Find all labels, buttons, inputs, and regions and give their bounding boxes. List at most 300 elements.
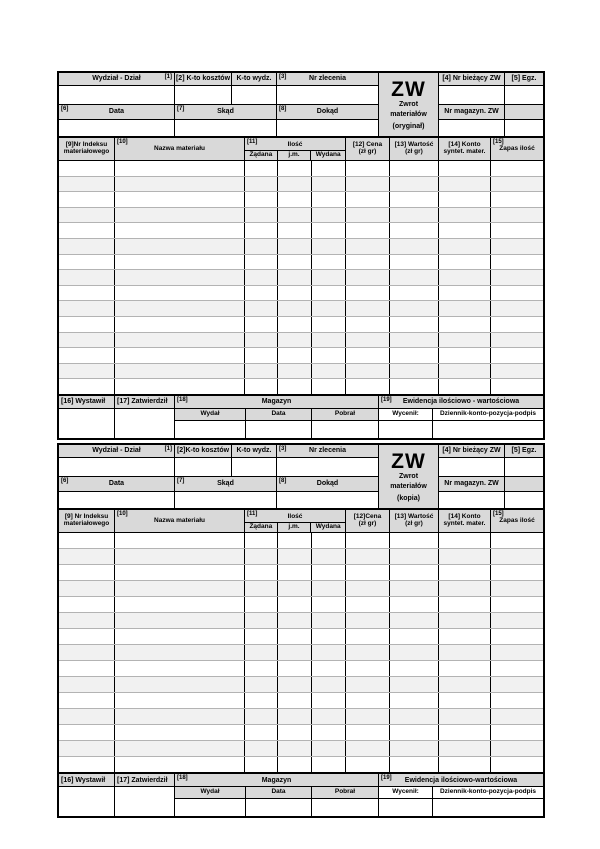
blank-cell[interactable]: [390, 348, 439, 363]
blank-cell[interactable]: [59, 597, 115, 612]
blank-cell[interactable]: [278, 348, 312, 363]
blank-cell[interactable]: [245, 661, 278, 676]
blank-cell[interactable]: [115, 270, 245, 285]
blank-cell[interactable]: [390, 709, 439, 724]
blank-cell[interactable]: [59, 364, 115, 379]
dokad-input[interactable]: [277, 492, 378, 508]
blank-cell[interactable]: [439, 301, 491, 316]
blank-cell[interactable]: [346, 661, 390, 676]
wydal-input[interactable]: [175, 421, 246, 438]
blank-cell[interactable]: [491, 379, 543, 394]
blank-cell[interactable]: [245, 629, 278, 644]
blank-cell[interactable]: [346, 317, 390, 332]
blank-cell[interactable]: [312, 533, 346, 548]
blank-cell[interactable]: [390, 581, 439, 596]
kto-kosztow-input[interactable]: [175, 86, 232, 104]
blank-cell[interactable]: [491, 757, 543, 772]
blank-cell[interactable]: [491, 533, 543, 548]
data-input[interactable]: [59, 492, 175, 508]
blank-cell[interactable]: [312, 348, 346, 363]
blank-cell[interactable]: [312, 333, 346, 348]
blank-cell[interactable]: [390, 597, 439, 612]
blank-cell[interactable]: [312, 725, 346, 740]
blank-cell[interactable]: [278, 161, 312, 176]
wystawil-input[interactable]: [59, 409, 114, 438]
blank-cell[interactable]: [439, 581, 491, 596]
blank-cell[interactable]: [439, 677, 491, 692]
blank-cell[interactable]: [439, 223, 491, 238]
blank-cell[interactable]: [245, 613, 278, 628]
blank-cell[interactable]: [491, 741, 543, 756]
zatwierdzil-input[interactable]: [115, 409, 174, 438]
blank-cell[interactable]: [245, 255, 278, 270]
blank-cell[interactable]: [245, 565, 278, 580]
blank-cell[interactable]: [491, 364, 543, 379]
zatwierdzil-input[interactable]: [115, 787, 174, 816]
blank-cell[interactable]: [245, 364, 278, 379]
blank-cell[interactable]: [346, 725, 390, 740]
blank-cell[interactable]: [312, 581, 346, 596]
blank-cell[interactable]: [390, 223, 439, 238]
blank-cell[interactable]: [390, 549, 439, 564]
blank-cell[interactable]: [439, 177, 491, 192]
blank-cell[interactable]: [491, 161, 543, 176]
blank-cell[interactable]: [390, 533, 439, 548]
blank-cell[interactable]: [59, 161, 115, 176]
blank-cell[interactable]: [312, 613, 346, 628]
blank-cell[interactable]: [491, 177, 543, 192]
blank-cell[interactable]: [245, 379, 278, 394]
blank-cell[interactable]: [346, 629, 390, 644]
blank-cell[interactable]: [346, 239, 390, 254]
blank-cell[interactable]: [115, 208, 245, 223]
blank-cell[interactable]: [491, 661, 543, 676]
blank-cell[interactable]: [312, 693, 346, 708]
blank-cell[interactable]: [59, 270, 115, 285]
blank-cell[interactable]: [278, 725, 312, 740]
blank-cell[interactable]: [59, 301, 115, 316]
blank-cell[interactable]: [245, 725, 278, 740]
blank-cell[interactable]: [439, 364, 491, 379]
blank-cell[interactable]: [312, 549, 346, 564]
blank-cell[interactable]: [491, 333, 543, 348]
nr-magazyn-input[interactable]: [439, 120, 505, 136]
blank-cell[interactable]: [439, 379, 491, 394]
blank-cell[interactable]: [390, 208, 439, 223]
blank-cell[interactable]: [59, 549, 115, 564]
blank-cell[interactable]: [245, 693, 278, 708]
blank-cell[interactable]: [115, 565, 245, 580]
blank-cell[interactable]: [59, 693, 115, 708]
blank-cell[interactable]: [390, 725, 439, 740]
blank-cell[interactable]: [439, 757, 491, 772]
wydzial-dzial-input[interactable]: [59, 86, 175, 104]
blank-cell[interactable]: [491, 629, 543, 644]
blank-cell[interactable]: [245, 533, 278, 548]
blank-cell[interactable]: [278, 208, 312, 223]
blank-cell[interactable]: [312, 208, 346, 223]
blank-cell[interactable]: [59, 757, 115, 772]
blank-cell[interactable]: [491, 223, 543, 238]
blank-cell[interactable]: [245, 597, 278, 612]
blank-cell[interactable]: [59, 333, 115, 348]
blank-cell[interactable]: [245, 286, 278, 301]
blank-cell[interactable]: [245, 741, 278, 756]
blank-cell[interactable]: [278, 677, 312, 692]
blank-cell[interactable]: [245, 177, 278, 192]
blank-cell[interactable]: [115, 709, 245, 724]
blank-cell[interactable]: [390, 757, 439, 772]
blank-cell[interactable]: [439, 333, 491, 348]
blank-cell[interactable]: [115, 549, 245, 564]
pobral-input[interactable]: [312, 799, 378, 816]
data-input[interactable]: [59, 120, 175, 136]
blank-cell[interactable]: [59, 741, 115, 756]
blank-cell[interactable]: [115, 239, 245, 254]
egz-input[interactable]: [505, 86, 543, 104]
blank-cell[interactable]: [346, 223, 390, 238]
skad-input[interactable]: [175, 492, 277, 508]
blank-cell[interactable]: [491, 208, 543, 223]
wystawil-input[interactable]: [59, 787, 114, 816]
blank-cell[interactable]: [312, 597, 346, 612]
blank-cell[interactable]: [115, 177, 245, 192]
blank-cell[interactable]: [439, 192, 491, 207]
blank-cell[interactable]: [115, 645, 245, 660]
blank-cell[interactable]: [346, 208, 390, 223]
blank-cell[interactable]: [115, 161, 245, 176]
blank-cell[interactable]: [439, 597, 491, 612]
wydzial-dzial-input[interactable]: [59, 458, 175, 476]
blank-cell[interactable]: [245, 333, 278, 348]
blank-cell[interactable]: [439, 286, 491, 301]
blank-cell[interactable]: [346, 709, 390, 724]
blank-cell[interactable]: [346, 645, 390, 660]
blank-cell[interactable]: [278, 223, 312, 238]
blank-cell[interactable]: [390, 629, 439, 644]
nr-biezacy-input[interactable]: [439, 86, 505, 104]
blank-cell[interactable]: [245, 348, 278, 363]
blank-cell[interactable]: [312, 677, 346, 692]
blank-cell[interactable]: [278, 693, 312, 708]
blank-cell[interactable]: [59, 255, 115, 270]
blank-cell[interactable]: [278, 661, 312, 676]
blank-cell[interactable]: [346, 286, 390, 301]
blank-cell[interactable]: [59, 177, 115, 192]
blank-cell[interactable]: [312, 255, 346, 270]
blank-cell[interactable]: [491, 581, 543, 596]
blank-cell[interactable]: [115, 192, 245, 207]
nr-zlecenia-input[interactable]: [277, 458, 378, 476]
kto-wydz-input[interactable]: [232, 458, 277, 476]
blank-cell[interactable]: [439, 629, 491, 644]
blank-cell[interactable]: [59, 208, 115, 223]
blank-cell[interactable]: [312, 741, 346, 756]
blank-cell[interactable]: [245, 645, 278, 660]
blank-cell[interactable]: [439, 239, 491, 254]
blank-cell[interactable]: [278, 629, 312, 644]
blank-cell[interactable]: [59, 645, 115, 660]
blank-cell[interactable]: [346, 741, 390, 756]
blank-cell[interactable]: [59, 709, 115, 724]
blank-cell[interactable]: [491, 270, 543, 285]
blank-cell[interactable]: [491, 709, 543, 724]
blank-cell[interactable]: [59, 379, 115, 394]
blank-cell[interactable]: [390, 693, 439, 708]
wydal-input[interactable]: [175, 799, 246, 816]
blank-cell[interactable]: [390, 661, 439, 676]
blank-cell[interactable]: [312, 177, 346, 192]
blank-cell[interactable]: [491, 317, 543, 332]
blank-cell[interactable]: [346, 270, 390, 285]
blank-cell[interactable]: [439, 645, 491, 660]
blank-cell[interactable]: [115, 581, 245, 596]
blank-cell[interactable]: [278, 741, 312, 756]
blank-cell[interactable]: [390, 286, 439, 301]
blank-cell[interactable]: [491, 239, 543, 254]
blank-cell[interactable]: [115, 379, 245, 394]
blank-cell[interactable]: [115, 757, 245, 772]
blank-cell[interactable]: [245, 239, 278, 254]
blank-cell[interactable]: [312, 565, 346, 580]
blank-cell[interactable]: [346, 192, 390, 207]
blank-cell[interactable]: [312, 270, 346, 285]
blank-cell[interactable]: [312, 709, 346, 724]
blank-cell[interactable]: [346, 364, 390, 379]
blank-cell[interactable]: [390, 645, 439, 660]
blank-cell[interactable]: [115, 223, 245, 238]
kto-wydz-input[interactable]: [232, 86, 277, 104]
blank-cell[interactable]: [439, 565, 491, 580]
magazyn-data-input[interactable]: [246, 421, 312, 438]
blank-cell[interactable]: [491, 597, 543, 612]
blank-cell[interactable]: [390, 741, 439, 756]
blank-cell[interactable]: [245, 192, 278, 207]
blank-cell[interactable]: [312, 629, 346, 644]
blank-cell[interactable]: [312, 645, 346, 660]
blank-cell[interactable]: [346, 301, 390, 316]
blank-cell[interactable]: [312, 364, 346, 379]
blank-cell[interactable]: [59, 317, 115, 332]
blank-cell[interactable]: [312, 223, 346, 238]
blank-cell[interactable]: [59, 661, 115, 676]
blank-cell[interactable]: [312, 161, 346, 176]
blank-cell[interactable]: [59, 581, 115, 596]
nr-magazyn-side-input[interactable]: [505, 120, 543, 136]
blank-cell[interactable]: [245, 677, 278, 692]
blank-cell[interactable]: [346, 549, 390, 564]
blank-cell[interactable]: [312, 301, 346, 316]
egz-input[interactable]: [505, 458, 543, 476]
nr-magazyn-input[interactable]: [439, 492, 505, 508]
blank-cell[interactable]: [439, 255, 491, 270]
blank-cell[interactable]: [491, 725, 543, 740]
blank-cell[interactable]: [115, 364, 245, 379]
blank-cell[interactable]: [115, 661, 245, 676]
blank-cell[interactable]: [346, 757, 390, 772]
blank-cell[interactable]: [346, 613, 390, 628]
blank-cell[interactable]: [491, 348, 543, 363]
blank-cell[interactable]: [390, 177, 439, 192]
nr-zlecenia-input[interactable]: [277, 86, 378, 104]
blank-cell[interactable]: [278, 379, 312, 394]
blank-cell[interactable]: [346, 677, 390, 692]
blank-cell[interactable]: [439, 661, 491, 676]
blank-cell[interactable]: [115, 597, 245, 612]
nr-biezacy-input[interactable]: [439, 458, 505, 476]
blank-cell[interactable]: [245, 223, 278, 238]
blank-cell[interactable]: [491, 255, 543, 270]
blank-cell[interactable]: [312, 192, 346, 207]
blank-cell[interactable]: [245, 270, 278, 285]
blank-cell[interactable]: [278, 317, 312, 332]
blank-cell[interactable]: [115, 317, 245, 332]
blank-cell[interactable]: [115, 613, 245, 628]
blank-cell[interactable]: [491, 565, 543, 580]
blank-cell[interactable]: [115, 725, 245, 740]
blank-cell[interactable]: [491, 645, 543, 660]
blank-cell[interactable]: [491, 549, 543, 564]
blank-cell[interactable]: [491, 192, 543, 207]
blank-cell[interactable]: [115, 629, 245, 644]
blank-cell[interactable]: [59, 565, 115, 580]
blank-cell[interactable]: [278, 364, 312, 379]
blank-cell[interactable]: [245, 161, 278, 176]
blank-cell[interactable]: [346, 161, 390, 176]
blank-cell[interactable]: [439, 270, 491, 285]
blank-cell[interactable]: [278, 757, 312, 772]
blank-cell[interactable]: [278, 533, 312, 548]
blank-cell[interactable]: [439, 549, 491, 564]
blank-cell[interactable]: [278, 333, 312, 348]
dziennik-input[interactable]: [433, 799, 543, 816]
blank-cell[interactable]: [390, 270, 439, 285]
blank-cell[interactable]: [346, 379, 390, 394]
blank-cell[interactable]: [346, 693, 390, 708]
blank-cell[interactable]: [59, 223, 115, 238]
blank-cell[interactable]: [390, 255, 439, 270]
blank-cell[interactable]: [59, 192, 115, 207]
blank-cell[interactable]: [390, 239, 439, 254]
blank-cell[interactable]: [59, 725, 115, 740]
blank-cell[interactable]: [278, 613, 312, 628]
blank-cell[interactable]: [278, 709, 312, 724]
blank-cell[interactable]: [346, 597, 390, 612]
blank-cell[interactable]: [115, 348, 245, 363]
blank-cell[interactable]: [346, 581, 390, 596]
blank-cell[interactable]: [278, 565, 312, 580]
wycenil-input[interactable]: [379, 421, 433, 438]
skad-input[interactable]: [175, 120, 277, 136]
blank-cell[interactable]: [346, 177, 390, 192]
blank-cell[interactable]: [278, 581, 312, 596]
blank-cell[interactable]: [439, 693, 491, 708]
blank-cell[interactable]: [245, 581, 278, 596]
kto-kosztow-input[interactable]: [175, 458, 232, 476]
blank-cell[interactable]: [439, 725, 491, 740]
blank-cell[interactable]: [115, 741, 245, 756]
blank-cell[interactable]: [245, 709, 278, 724]
pobral-input[interactable]: [312, 421, 378, 438]
blank-cell[interactable]: [312, 286, 346, 301]
blank-cell[interactable]: [491, 693, 543, 708]
blank-cell[interactable]: [390, 161, 439, 176]
blank-cell[interactable]: [346, 255, 390, 270]
blank-cell[interactable]: [390, 333, 439, 348]
blank-cell[interactable]: [312, 757, 346, 772]
blank-cell[interactable]: [115, 693, 245, 708]
blank-cell[interactable]: [491, 677, 543, 692]
blank-cell[interactable]: [491, 286, 543, 301]
blank-cell[interactable]: [312, 379, 346, 394]
blank-cell[interactable]: [390, 317, 439, 332]
blank-cell[interactable]: [390, 613, 439, 628]
blank-cell[interactable]: [278, 597, 312, 612]
blank-cell[interactable]: [59, 348, 115, 363]
blank-cell[interactable]: [278, 286, 312, 301]
blank-cell[interactable]: [59, 533, 115, 548]
blank-cell[interactable]: [278, 549, 312, 564]
blank-cell[interactable]: [312, 317, 346, 332]
blank-cell[interactable]: [245, 317, 278, 332]
blank-cell[interactable]: [439, 709, 491, 724]
blank-cell[interactable]: [390, 301, 439, 316]
blank-cell[interactable]: [312, 239, 346, 254]
blank-cell[interactable]: [59, 677, 115, 692]
blank-cell[interactable]: [390, 364, 439, 379]
blank-cell[interactable]: [278, 255, 312, 270]
blank-cell[interactable]: [245, 757, 278, 772]
blank-cell[interactable]: [115, 255, 245, 270]
blank-cell[interactable]: [346, 348, 390, 363]
blank-cell[interactable]: [115, 301, 245, 316]
blank-cell[interactable]: [115, 677, 245, 692]
blank-cell[interactable]: [439, 741, 491, 756]
nr-magazyn-side-input[interactable]: [505, 492, 543, 508]
blank-cell[interactable]: [390, 379, 439, 394]
magazyn-data-input[interactable]: [246, 799, 312, 816]
blank-cell[interactable]: [278, 301, 312, 316]
blank-cell[interactable]: [491, 301, 543, 316]
blank-cell[interactable]: [390, 677, 439, 692]
blank-cell[interactable]: [245, 208, 278, 223]
blank-cell[interactable]: [278, 645, 312, 660]
blank-cell[interactable]: [59, 239, 115, 254]
blank-cell[interactable]: [245, 549, 278, 564]
blank-cell[interactable]: [346, 565, 390, 580]
blank-cell[interactable]: [278, 192, 312, 207]
blank-cell[interactable]: [346, 533, 390, 548]
blank-cell[interactable]: [278, 270, 312, 285]
blank-cell[interactable]: [390, 192, 439, 207]
blank-cell[interactable]: [115, 333, 245, 348]
blank-cell[interactable]: [312, 661, 346, 676]
blank-cell[interactable]: [115, 533, 245, 548]
blank-cell[interactable]: [59, 613, 115, 628]
blank-cell[interactable]: [439, 317, 491, 332]
blank-cell[interactable]: [115, 286, 245, 301]
blank-cell[interactable]: [439, 613, 491, 628]
blank-cell[interactable]: [491, 613, 543, 628]
blank-cell[interactable]: [245, 301, 278, 316]
dziennik-input[interactable]: [433, 421, 543, 438]
blank-cell[interactable]: [59, 286, 115, 301]
blank-cell[interactable]: [390, 565, 439, 580]
blank-cell[interactable]: [346, 333, 390, 348]
blank-cell[interactable]: [439, 208, 491, 223]
blank-cell[interactable]: [59, 629, 115, 644]
blank-cell[interactable]: [439, 348, 491, 363]
